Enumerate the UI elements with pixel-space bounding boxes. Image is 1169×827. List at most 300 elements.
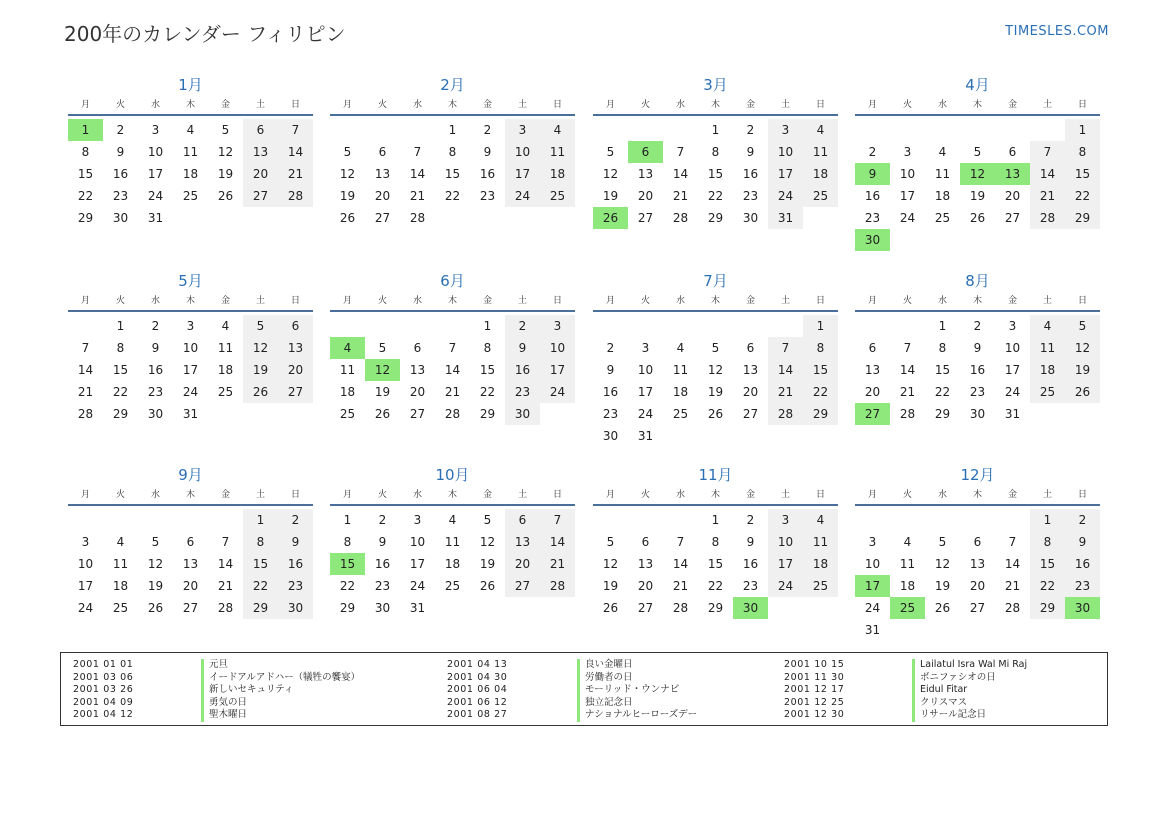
day-cell[interactable]: 3 xyxy=(540,315,575,337)
day-cell[interactable]: 18 xyxy=(444,557,461,571)
day-cell[interactable]: 12 xyxy=(147,557,164,571)
day-cell[interactable]: 28 xyxy=(899,407,916,421)
day-cell[interactable]: 24 xyxy=(77,601,94,615)
day-cell[interactable]: 2 xyxy=(505,315,540,337)
day-cell[interactable]: 8 xyxy=(243,531,278,553)
day-cell[interactable]: 21 xyxy=(278,163,313,185)
day-cell[interactable]: 29 xyxy=(1065,207,1100,229)
day-cell[interactable]: 20 xyxy=(742,385,759,399)
day-cell[interactable]: 27 xyxy=(278,381,313,403)
day-cell[interactable]: 26 xyxy=(243,381,278,403)
day-cell[interactable]: 22 xyxy=(77,189,94,203)
day-cell[interactable]: 14 xyxy=(899,363,916,377)
day-cell[interactable]: 25 xyxy=(112,601,129,615)
day-cell[interactable]: 27 xyxy=(1004,211,1021,225)
day-cell[interactable]: 14 xyxy=(444,363,461,377)
day-cell[interactable]: 1 xyxy=(243,509,278,531)
day-cell[interactable]: 19 xyxy=(479,557,496,571)
day-cell[interactable]: 14 xyxy=(768,359,803,381)
day-cell[interactable]: 7 xyxy=(676,145,685,159)
day-cell[interactable]: 13 xyxy=(969,557,986,571)
day-cell[interactable]: 31 xyxy=(864,623,881,637)
day-cell[interactable]: 23 xyxy=(969,385,986,399)
brand-link[interactable]: TIMESLES.COM xyxy=(1005,24,1109,39)
day-cell[interactable]: 12 xyxy=(243,337,278,359)
day-cell[interactable]: 1 xyxy=(448,123,457,137)
day-cell[interactable]: 8 xyxy=(1065,141,1100,163)
holiday-day-cell[interactable]: 30 xyxy=(1065,597,1100,619)
day-cell[interactable]: 2 xyxy=(116,123,125,137)
day-cell[interactable]: 9 xyxy=(378,535,387,549)
day-cell[interactable]: 22 xyxy=(1065,185,1100,207)
day-cell[interactable]: 31 xyxy=(409,601,426,615)
day-cell[interactable]: 11 xyxy=(540,141,575,163)
day-cell[interactable]: 20 xyxy=(182,579,199,593)
day-cell[interactable]: 25 xyxy=(1030,381,1065,403)
day-cell[interactable]: 17 xyxy=(182,363,199,377)
day-cell[interactable]: 4 xyxy=(803,509,838,531)
day-cell[interactable]: 30 xyxy=(112,211,129,225)
day-cell[interactable]: 21 xyxy=(217,579,234,593)
day-cell[interactable]: 1 xyxy=(116,319,125,333)
day-cell[interactable]: 17 xyxy=(637,385,654,399)
day-cell[interactable]: 20 xyxy=(637,579,654,593)
day-cell[interactable]: 2 xyxy=(746,513,755,527)
day-cell[interactable]: 4 xyxy=(676,341,685,355)
day-cell[interactable]: 16 xyxy=(602,385,619,399)
day-cell[interactable]: 10 xyxy=(768,141,803,163)
day-cell[interactable]: 3 xyxy=(868,535,877,549)
day-cell[interactable]: 27 xyxy=(409,407,426,421)
day-cell[interactable]: 3 xyxy=(903,145,912,159)
day-cell[interactable]: 13 xyxy=(182,557,199,571)
holiday-day-cell[interactable]: 25 xyxy=(890,597,925,619)
day-cell[interactable]: 30 xyxy=(374,601,391,615)
day-cell[interactable]: 19 xyxy=(374,385,391,399)
day-cell[interactable]: 26 xyxy=(147,601,164,615)
day-cell[interactable]: 30 xyxy=(505,403,540,425)
day-cell[interactable]: 11 xyxy=(339,363,356,377)
day-cell[interactable]: 19 xyxy=(339,189,356,203)
day-cell[interactable]: 8 xyxy=(938,341,947,355)
day-cell[interactable]: 20 xyxy=(1004,189,1021,203)
day-cell[interactable]: 8 xyxy=(803,337,838,359)
day-cell[interactable]: 31 xyxy=(768,207,803,229)
day-cell[interactable]: 2 xyxy=(746,123,755,137)
day-cell[interactable]: 22 xyxy=(1030,575,1065,597)
day-cell[interactable]: 24 xyxy=(768,185,803,207)
day-cell[interactable]: 13 xyxy=(409,363,426,377)
day-cell[interactable]: 20 xyxy=(505,553,540,575)
day-cell[interactable]: 4 xyxy=(448,513,457,527)
day-cell[interactable]: 1 xyxy=(343,513,352,527)
day-cell[interactable]: 23 xyxy=(602,407,619,421)
day-cell[interactable]: 9 xyxy=(1065,531,1100,553)
day-cell[interactable]: 9 xyxy=(746,145,755,159)
day-cell[interactable]: 17 xyxy=(147,167,164,181)
day-cell[interactable]: 16 xyxy=(374,557,391,571)
day-cell[interactable]: 2 xyxy=(973,319,982,333)
day-cell[interactable]: 14 xyxy=(278,141,313,163)
day-cell[interactable]: 17 xyxy=(540,359,575,381)
day-cell[interactable]: 13 xyxy=(505,531,540,553)
day-cell[interactable]: 2 xyxy=(151,319,160,333)
day-cell[interactable]: 20 xyxy=(278,359,313,381)
day-cell[interactable]: 6 xyxy=(278,315,313,337)
day-cell[interactable]: 9 xyxy=(151,341,160,355)
day-cell[interactable]: 29 xyxy=(339,601,356,615)
holiday-day-cell[interactable]: 15 xyxy=(330,553,365,575)
day-cell[interactable]: 28 xyxy=(672,211,689,225)
day-cell[interactable]: 1 xyxy=(1065,119,1100,141)
day-cell[interactable]: 27 xyxy=(505,575,540,597)
day-cell[interactable]: 28 xyxy=(672,601,689,615)
day-cell[interactable]: 2 xyxy=(378,513,387,527)
day-cell[interactable]: 16 xyxy=(112,167,129,181)
day-cell[interactable]: 19 xyxy=(707,385,724,399)
day-cell[interactable]: 20 xyxy=(409,385,426,399)
day-cell[interactable]: 2 xyxy=(483,123,492,137)
day-cell[interactable]: 21 xyxy=(1004,579,1021,593)
day-cell[interactable]: 12 xyxy=(217,145,234,159)
day-cell[interactable]: 8 xyxy=(343,535,352,549)
day-cell[interactable]: 28 xyxy=(278,185,313,207)
holiday-day-cell[interactable]: 27 xyxy=(855,403,890,425)
day-cell[interactable]: 16 xyxy=(969,363,986,377)
day-cell[interactable]: 8 xyxy=(1030,531,1065,553)
day-cell[interactable]: 19 xyxy=(243,359,278,381)
day-cell[interactable]: 10 xyxy=(409,535,426,549)
day-cell[interactable]: 20 xyxy=(637,189,654,203)
day-cell[interactable]: 15 xyxy=(77,167,94,181)
day-cell[interactable]: 25 xyxy=(217,385,234,399)
day-cell[interactable]: 20 xyxy=(243,163,278,185)
day-cell[interactable]: 28 xyxy=(409,211,426,225)
day-cell[interactable]: 5 xyxy=(378,341,387,355)
day-cell[interactable]: 4 xyxy=(938,145,947,159)
day-cell[interactable]: 26 xyxy=(479,579,496,593)
day-cell[interactable]: 22 xyxy=(112,385,129,399)
day-cell[interactable]: 7 xyxy=(278,119,313,141)
day-cell[interactable]: 13 xyxy=(374,167,391,181)
day-cell[interactable]: 18 xyxy=(182,167,199,181)
day-cell[interactable]: 6 xyxy=(505,509,540,531)
day-cell[interactable]: 13 xyxy=(742,363,759,377)
day-cell[interactable]: 3 xyxy=(1008,319,1017,333)
day-cell[interactable]: 22 xyxy=(707,579,724,593)
day-cell[interactable]: 31 xyxy=(1004,407,1021,421)
day-cell[interactable]: 15 xyxy=(707,167,724,181)
day-cell[interactable]: 14 xyxy=(672,557,689,571)
day-cell[interactable]: 29 xyxy=(243,597,278,619)
day-cell[interactable]: 5 xyxy=(973,145,982,159)
day-cell[interactable]: 8 xyxy=(116,341,125,355)
day-cell[interactable]: 22 xyxy=(707,189,724,203)
day-cell[interactable]: 14 xyxy=(540,531,575,553)
day-cell[interactable]: 6 xyxy=(973,535,982,549)
holiday-day-cell[interactable]: 30 xyxy=(855,229,890,251)
day-cell[interactable]: 25 xyxy=(803,575,838,597)
day-cell[interactable]: 11 xyxy=(899,557,916,571)
day-cell[interactable]: 10 xyxy=(77,557,94,571)
day-cell[interactable]: 21 xyxy=(672,579,689,593)
day-cell[interactable]: 19 xyxy=(602,189,619,203)
day-cell[interactable]: 18 xyxy=(112,579,129,593)
day-cell[interactable]: 9 xyxy=(746,535,755,549)
day-cell[interactable]: 23 xyxy=(742,579,759,593)
day-cell[interactable]: 23 xyxy=(112,189,129,203)
day-cell[interactable]: 10 xyxy=(540,337,575,359)
day-cell[interactable]: 7 xyxy=(768,337,803,359)
day-cell[interactable]: 10 xyxy=(147,145,164,159)
day-cell[interactable]: 5 xyxy=(483,513,492,527)
day-cell[interactable]: 12 xyxy=(602,167,619,181)
day-cell[interactable]: 2 xyxy=(1065,509,1100,531)
day-cell[interactable]: 6 xyxy=(378,145,387,159)
day-cell[interactable]: 25 xyxy=(540,185,575,207)
day-cell[interactable]: 22 xyxy=(444,189,461,203)
day-cell[interactable]: 7 xyxy=(1030,141,1065,163)
day-cell[interactable]: 17 xyxy=(77,579,94,593)
day-cell[interactable]: 29 xyxy=(77,211,94,225)
day-cell[interactable]: 13 xyxy=(243,141,278,163)
day-cell[interactable]: 14 xyxy=(1004,557,1021,571)
day-cell[interactable]: 11 xyxy=(1030,337,1065,359)
day-cell[interactable]: 22 xyxy=(479,385,496,399)
day-cell[interactable]: 15 xyxy=(803,359,838,381)
day-cell[interactable]: 12 xyxy=(934,557,951,571)
day-cell[interactable]: 14 xyxy=(409,167,426,181)
day-cell[interactable]: 13 xyxy=(864,363,881,377)
day-cell[interactable]: 27 xyxy=(742,407,759,421)
day-cell[interactable]: 11 xyxy=(112,557,129,571)
day-cell[interactable]: 1 xyxy=(938,319,947,333)
holiday-day-cell[interactable]: 4 xyxy=(330,337,365,359)
day-cell[interactable]: 5 xyxy=(1065,315,1100,337)
day-cell[interactable]: 9 xyxy=(116,145,125,159)
day-cell[interactable]: 29 xyxy=(934,407,951,421)
day-cell[interactable]: 28 xyxy=(77,407,94,421)
day-cell[interactable]: 15 xyxy=(934,363,951,377)
day-cell[interactable]: 17 xyxy=(505,163,540,185)
day-cell[interactable]: 24 xyxy=(182,385,199,399)
day-cell[interactable]: 19 xyxy=(147,579,164,593)
day-cell[interactable]: 15 xyxy=(112,363,129,377)
day-cell[interactable]: 7 xyxy=(221,535,230,549)
day-cell[interactable]: 21 xyxy=(768,381,803,403)
day-cell[interactable]: 23 xyxy=(479,189,496,203)
holiday-day-cell[interactable]: 30 xyxy=(733,597,768,619)
day-cell[interactable]: 5 xyxy=(606,535,615,549)
day-cell[interactable]: 4 xyxy=(1030,315,1065,337)
day-cell[interactable]: 6 xyxy=(1008,145,1017,159)
day-cell[interactable]: 16 xyxy=(147,363,164,377)
day-cell[interactable]: 24 xyxy=(540,381,575,403)
day-cell[interactable]: 8 xyxy=(81,145,90,159)
day-cell[interactable]: 19 xyxy=(217,167,234,181)
day-cell[interactable]: 29 xyxy=(803,403,838,425)
day-cell[interactable]: 18 xyxy=(672,385,689,399)
day-cell[interactable]: 27 xyxy=(182,601,199,615)
day-cell[interactable]: 6 xyxy=(641,535,650,549)
day-cell[interactable]: 29 xyxy=(707,601,724,615)
day-cell[interactable]: 10 xyxy=(899,167,916,181)
day-cell[interactable]: 9 xyxy=(606,363,615,377)
day-cell[interactable]: 26 xyxy=(969,211,986,225)
day-cell[interactable]: 18 xyxy=(540,163,575,185)
day-cell[interactable]: 23 xyxy=(374,579,391,593)
day-cell[interactable]: 19 xyxy=(969,189,986,203)
day-cell[interactable]: 28 xyxy=(1030,207,1065,229)
day-cell[interactable]: 12 xyxy=(707,363,724,377)
day-cell[interactable]: 12 xyxy=(339,167,356,181)
day-cell[interactable]: 5 xyxy=(243,315,278,337)
day-cell[interactable]: 30 xyxy=(278,597,313,619)
day-cell[interactable]: 24 xyxy=(1004,385,1021,399)
day-cell[interactable]: 26 xyxy=(339,211,356,225)
day-cell[interactable]: 31 xyxy=(182,407,199,421)
day-cell[interactable]: 27 xyxy=(969,601,986,615)
day-cell[interactable]: 28 xyxy=(540,575,575,597)
day-cell[interactable]: 6 xyxy=(868,341,877,355)
day-cell[interactable]: 10 xyxy=(768,531,803,553)
day-cell[interactable]: 26 xyxy=(1065,381,1100,403)
day-cell[interactable]: 7 xyxy=(676,535,685,549)
day-cell[interactable]: 5 xyxy=(343,145,352,159)
day-cell[interactable]: 21 xyxy=(77,385,94,399)
day-cell[interactable]: 28 xyxy=(1004,601,1021,615)
day-cell[interactable]: 13 xyxy=(278,337,313,359)
day-cell[interactable]: 21 xyxy=(540,553,575,575)
day-cell[interactable]: 9 xyxy=(973,341,982,355)
day-cell[interactable]: 23 xyxy=(1065,575,1100,597)
day-cell[interactable]: 15 xyxy=(707,557,724,571)
day-cell[interactable]: 28 xyxy=(217,601,234,615)
day-cell[interactable]: 13 xyxy=(637,167,654,181)
day-cell[interactable]: 21 xyxy=(672,189,689,203)
day-cell[interactable]: 27 xyxy=(374,211,391,225)
holiday-day-cell[interactable]: 9 xyxy=(855,163,890,185)
day-cell[interactable]: 29 xyxy=(707,211,724,225)
day-cell[interactable]: 22 xyxy=(339,579,356,593)
day-cell[interactable]: 8 xyxy=(483,341,492,355)
day-cell[interactable]: 20 xyxy=(969,579,986,593)
day-cell[interactable]: 31 xyxy=(637,429,654,443)
day-cell[interactable]: 4 xyxy=(116,535,125,549)
holiday-day-cell[interactable]: 17 xyxy=(855,575,890,597)
day-cell[interactable]: 24 xyxy=(637,407,654,421)
day-cell[interactable]: 18 xyxy=(803,553,838,575)
holiday-day-cell[interactable]: 26 xyxy=(593,207,628,229)
day-cell[interactable]: 5 xyxy=(711,341,720,355)
day-cell[interactable]: 11 xyxy=(444,535,461,549)
day-cell[interactable]: 25 xyxy=(444,579,461,593)
day-cell[interactable]: 15 xyxy=(1030,553,1065,575)
day-cell[interactable]: 6 xyxy=(243,119,278,141)
day-cell[interactable]: 13 xyxy=(637,557,654,571)
day-cell[interactable]: 11 xyxy=(217,341,234,355)
day-cell[interactable]: 24 xyxy=(899,211,916,225)
day-cell[interactable]: 23 xyxy=(505,381,540,403)
day-cell[interactable]: 6 xyxy=(746,341,755,355)
day-cell[interactable]: 1 xyxy=(1030,509,1065,531)
day-cell[interactable]: 5 xyxy=(151,535,160,549)
day-cell[interactable]: 26 xyxy=(602,601,619,615)
day-cell[interactable]: 12 xyxy=(602,557,619,571)
day-cell[interactable]: 3 xyxy=(768,119,803,141)
day-cell[interactable]: 4 xyxy=(221,319,230,333)
day-cell[interactable]: 15 xyxy=(1065,163,1100,185)
day-cell[interactable]: 2 xyxy=(606,341,615,355)
day-cell[interactable]: 3 xyxy=(413,513,422,527)
day-cell[interactable]: 26 xyxy=(707,407,724,421)
day-cell[interactable]: 8 xyxy=(448,145,457,159)
day-cell[interactable]: 18 xyxy=(899,579,916,593)
day-cell[interactable]: 19 xyxy=(1065,359,1100,381)
day-cell[interactable]: 16 xyxy=(505,359,540,381)
day-cell[interactable]: 17 xyxy=(1004,363,1021,377)
day-cell[interactable]: 7 xyxy=(448,341,457,355)
day-cell[interactable]: 15 xyxy=(444,167,461,181)
day-cell[interactable]: 3 xyxy=(81,535,90,549)
day-cell[interactable]: 11 xyxy=(934,167,951,181)
day-cell[interactable]: 8 xyxy=(711,535,720,549)
day-cell[interactable]: 21 xyxy=(899,385,916,399)
day-cell[interactable]: 21 xyxy=(1030,185,1065,207)
day-cell[interactable]: 3 xyxy=(505,119,540,141)
day-cell[interactable]: 9 xyxy=(483,145,492,159)
day-cell[interactable]: 26 xyxy=(374,407,391,421)
day-cell[interactable]: 23 xyxy=(278,575,313,597)
day-cell[interactable]: 3 xyxy=(641,341,650,355)
day-cell[interactable]: 7 xyxy=(1008,535,1017,549)
day-cell[interactable]: 28 xyxy=(444,407,461,421)
day-cell[interactable]: 12 xyxy=(1065,337,1100,359)
day-cell[interactable]: 24 xyxy=(147,189,164,203)
day-cell[interactable]: 27 xyxy=(637,211,654,225)
day-cell[interactable]: 30 xyxy=(742,211,759,225)
day-cell[interactable]: 18 xyxy=(339,385,356,399)
day-cell[interactable]: 31 xyxy=(147,211,164,225)
day-cell[interactable]: 22 xyxy=(934,385,951,399)
day-cell[interactable]: 17 xyxy=(899,189,916,203)
day-cell[interactable]: 5 xyxy=(938,535,947,549)
day-cell[interactable]: 19 xyxy=(602,579,619,593)
day-cell[interactable]: 23 xyxy=(864,211,881,225)
day-cell[interactable]: 25 xyxy=(339,407,356,421)
day-cell[interactable]: 11 xyxy=(672,363,689,377)
day-cell[interactable]: 22 xyxy=(243,575,278,597)
day-cell[interactable]: 15 xyxy=(479,363,496,377)
day-cell[interactable]: 14 xyxy=(1030,163,1065,185)
day-cell[interactable]: 16 xyxy=(742,167,759,181)
day-cell[interactable]: 4 xyxy=(903,535,912,549)
day-cell[interactable]: 17 xyxy=(768,553,803,575)
day-cell[interactable]: 8 xyxy=(711,145,720,159)
day-cell[interactable]: 1 xyxy=(803,315,838,337)
day-cell[interactable]: 19 xyxy=(934,579,951,593)
day-cell[interactable]: 3 xyxy=(151,123,160,137)
day-cell[interactable]: 10 xyxy=(505,141,540,163)
day-cell[interactable]: 20 xyxy=(374,189,391,203)
day-cell[interactable]: 16 xyxy=(742,557,759,571)
day-cell[interactable]: 2 xyxy=(868,145,877,159)
day-cell[interactable]: 20 xyxy=(864,385,881,399)
day-cell[interactable]: 17 xyxy=(409,557,426,571)
day-cell[interactable]: 9 xyxy=(505,337,540,359)
day-cell[interactable]: 15 xyxy=(243,553,278,575)
day-cell[interactable]: 30 xyxy=(147,407,164,421)
